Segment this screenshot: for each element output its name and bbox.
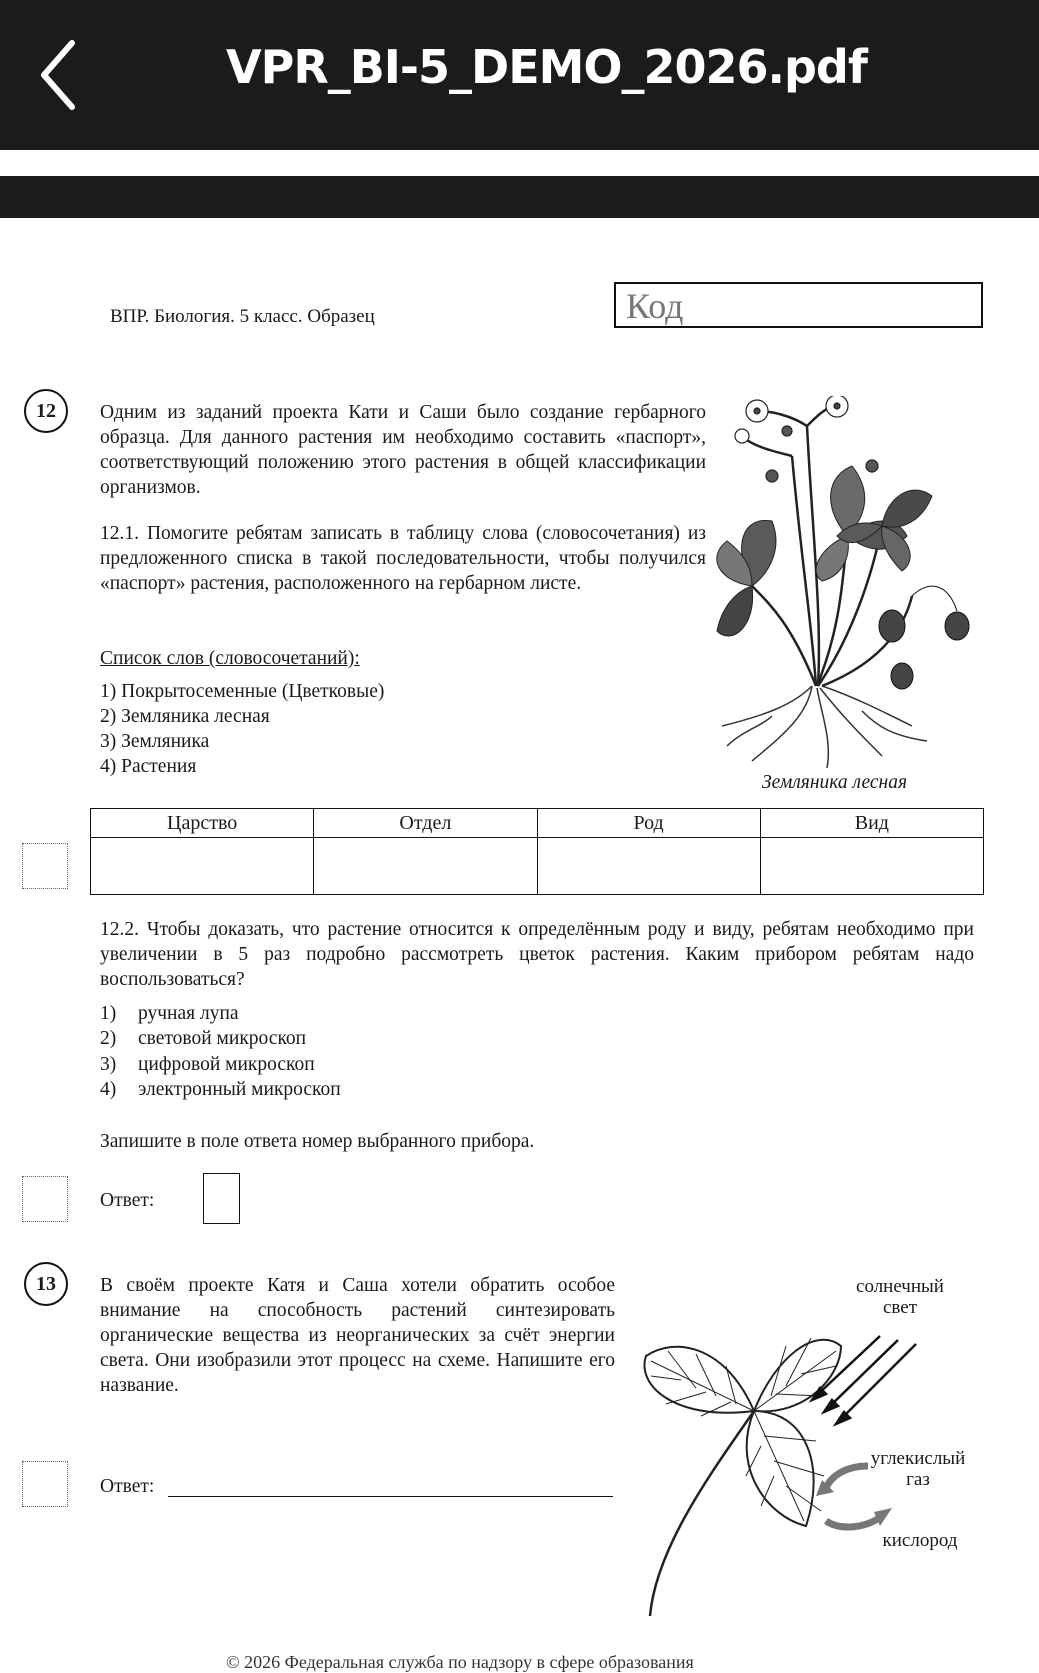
- task12-question-1: 12.1. Помогите ребятам записать в таблицу слова (словосочетания) из предложенного списка в такой последовательности, чтобы получился «паспорт» растения, расположенного на гербарном листе.: [100, 523, 706, 594]
- instruction-text: Запишите в поле ответа номер выбранного прибора.: [100, 1131, 535, 1152]
- score-box-12-1: [22, 843, 68, 889]
- word-list-item: 2) Земляника лесная: [100, 706, 270, 727]
- table-header-division: Отдел: [314, 809, 537, 838]
- answer-cell-species[interactable]: [760, 838, 983, 895]
- image-caption: Земляника лесная: [762, 772, 908, 793]
- diagram-label-o2: кислород: [882, 1530, 958, 1551]
- word-list-item: 4) Растения: [100, 756, 197, 777]
- document-title: VPR_BI-5_DEMO_2026.pdf: [226, 40, 867, 94]
- option-number: 1): [100, 1003, 117, 1024]
- word-list-item: 1) Покрытосеменные (Цветковые): [100, 681, 385, 702]
- option-text: ручная лупа: [138, 1003, 239, 1024]
- option-text: цифровой микроскоп: [138, 1054, 315, 1075]
- answer-field-12-2[interactable]: [203, 1173, 240, 1224]
- task13-text: В своём проекте Катя и Саша хотели обратить особое внимание на способность растений синтезировать органические вещества из неорганических за счёт энергии света. Они изобразили этот процесс на схеме. Напишите его название.: [100, 1275, 615, 1396]
- word-list-item: 3) Земляника: [100, 731, 210, 752]
- strawberry-plant-illustration: [712, 396, 982, 774]
- diagram-label-co2: углекислый газ: [870, 1448, 966, 1490]
- answer-cell-genus[interactable]: [537, 838, 760, 895]
- page-footer: © 2026 Федеральная служба по надзору в сфере образования: [226, 1652, 694, 1672]
- task12-intro: Одним из заданий проекта Кати и Саши было создание гербарного образца. Для данного растения им необходимо составить «паспорт», соответствующий положению этого растения в общей классификации организмов.: [100, 402, 706, 498]
- table-header-genus: Род: [537, 809, 760, 838]
- answer-cell-division[interactable]: [314, 838, 537, 895]
- score-box-12-2: [22, 1176, 68, 1222]
- table-header-species: Вид: [760, 809, 983, 838]
- answer-cell-kingdom[interactable]: [91, 838, 314, 895]
- task-number-12: 12: [24, 389, 68, 433]
- option-number: 2): [100, 1028, 117, 1049]
- score-box-13: [22, 1461, 68, 1507]
- task-number-13: 13: [24, 1262, 68, 1306]
- diagram-label-light: солнечный свет: [856, 1276, 944, 1318]
- chevron-left-icon: [38, 39, 78, 111]
- page-separator: [0, 176, 1039, 218]
- word-list-title: Список слов (словосочетаний):: [100, 648, 360, 669]
- option-number: 4): [100, 1079, 117, 1100]
- option-number: 3): [100, 1054, 117, 1075]
- option-text: световой микроскоп: [138, 1028, 307, 1049]
- classification-table: [90, 808, 984, 895]
- app-header: [0, 0, 1039, 150]
- answer-field-13[interactable]: [168, 1496, 613, 1497]
- option-text: электронный микроскоп: [138, 1079, 341, 1100]
- table-header-kingdom: Царство: [91, 809, 314, 838]
- answer-label: Ответ:: [100, 1190, 155, 1211]
- page-header-text: ВПР. Биология. 5 класс. Образец: [110, 306, 375, 327]
- code-field[interactable]: Код: [614, 282, 983, 328]
- task12-question-2: 12.2. Чтобы доказать, что растение относится к определённым роду и виду, ребятам необходимо при увеличении в 5 раз подробно рассмотреть цветок растения. Каким прибором ребятам надо воспользоваться?: [100, 919, 974, 990]
- back-button[interactable]: [28, 30, 88, 120]
- answer-label: Ответ:: [100, 1476, 155, 1497]
